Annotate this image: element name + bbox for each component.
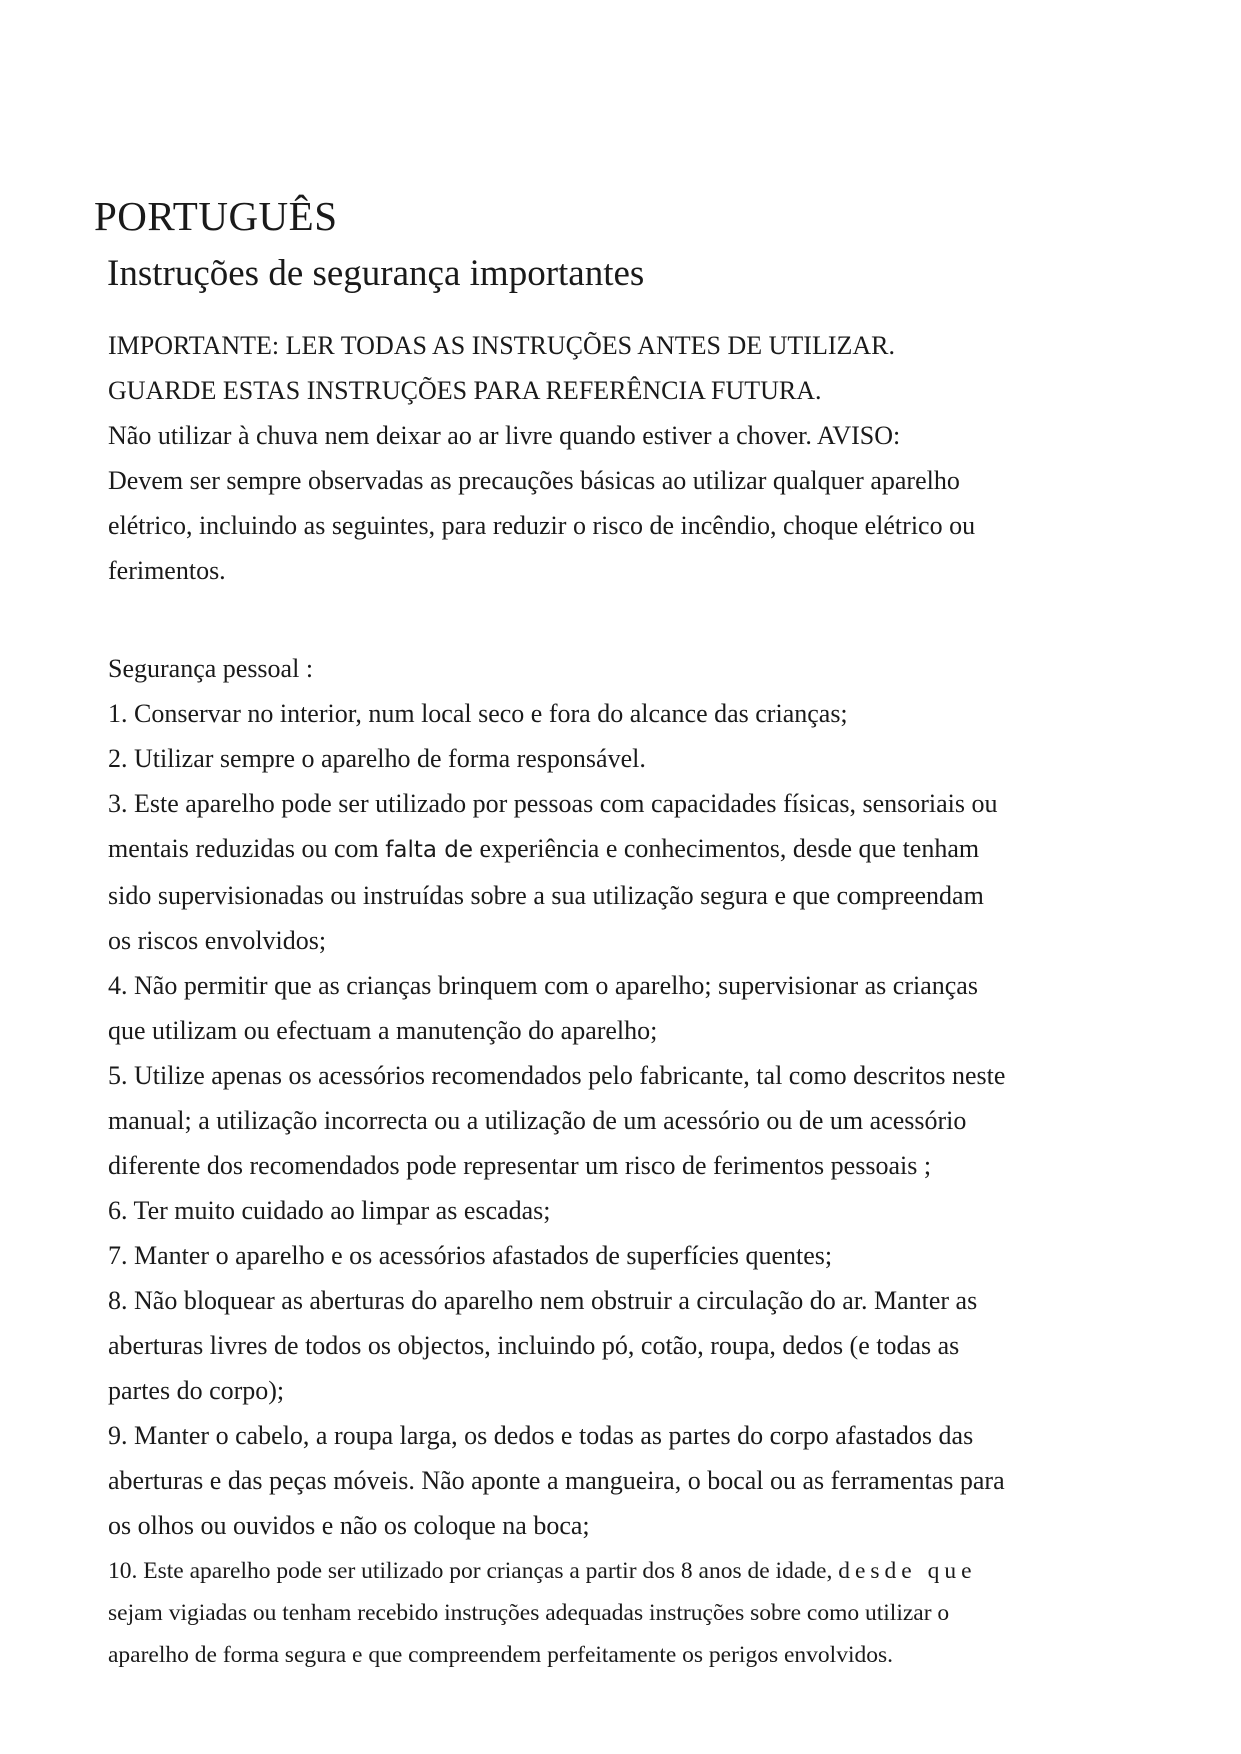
personal-safety-label: Segurança pessoal : bbox=[108, 654, 314, 683]
list-item-8: 8. Não bloquear as aberturas do aparelho nem obstruir a circulação do ar. Manter as bbox=[108, 1286, 978, 1315]
list-item-4: 4. Não permitir que as crianças brinquem com o aparelho; supervisionar as crianças bbox=[108, 971, 978, 1000]
list-item-5-line: manual; a utilização incorrecta ou a utilização de um acessório ou de um acessório bbox=[108, 1106, 967, 1135]
list-item-10 bbox=[108, 1550, 1148, 1676]
section-heading: Instruções de segurança importantes bbox=[107, 253, 645, 294]
text-run-sans: falta de bbox=[385, 837, 474, 863]
list-item-3-line bbox=[108, 826, 1148, 873]
list-item-4-line: que utilizam ou efectuam a manutenção do aparelho; bbox=[108, 1016, 658, 1045]
intro-line: Não utilizar à chuva nem deixar ao ar livre quando estiver a chover. AVISO: bbox=[108, 421, 901, 450]
language-heading: PORTUGUÊS bbox=[94, 193, 338, 239]
list-item-9-line: os olhos ou ouvidos e não os coloque na boca; bbox=[108, 1511, 590, 1540]
list-item-3-line: sido supervisionadas ou instruídas sobre a sua utilização segura e que compreendam bbox=[108, 881, 984, 910]
list-item-1: 1. Conservar no interior, num local seco e fora do alcance das crianças; bbox=[108, 699, 848, 728]
list-item-6: 6. Ter muito cuidado ao limpar as escadas; bbox=[108, 1196, 551, 1225]
list-item-10-line bbox=[108, 1550, 1148, 1592]
list-item-3: 3. Este aparelho pode ser utilizado por pessoas com capacidades físicas, sensoriais ou bbox=[108, 789, 998, 818]
text-run: 10. Este aparelho pode ser utilizado por crianças a partir dos 8 anos de idade, bbox=[108, 1558, 839, 1584]
intro-line: Devem ser sempre observadas as precauções básicas ao utilizar qualquer aparelho bbox=[108, 466, 960, 495]
list-item-3-line: os riscos envolvidos; bbox=[108, 926, 327, 955]
list-item-5: 5. Utilize apenas os acessórios recomendados pelo fabricante, tal como descritos neste bbox=[108, 1061, 1006, 1090]
list-item-9: 9. Manter o cabelo, a roupa larga, os dedos e todas as partes do corpo afastados das bbox=[108, 1421, 974, 1450]
text-run-spaced: desde que bbox=[838, 1558, 977, 1584]
list-item-8-line: partes do corpo); bbox=[108, 1376, 285, 1405]
intro-line: ferimentos. bbox=[108, 556, 226, 585]
list-item-10-line: sejam vigiadas ou tenham recebido instruções adequadas instruções sobre como utilizar o bbox=[108, 1600, 950, 1626]
intro-line: IMPORTANTE: LER TODAS AS INSTRUÇÕES ANTES DE UTILIZAR. bbox=[108, 331, 895, 360]
text-run: experiência e conhecimentos, desde que tenham bbox=[473, 834, 980, 863]
list-item-8-line: aberturas livres de todos os objectos, incluindo pó, cotão, roupa, dedos (e todas as bbox=[108, 1331, 960, 1360]
text-run: mentais reduzidas ou com bbox=[108, 834, 386, 863]
paragraph-spacer bbox=[108, 593, 1148, 646]
safety-instructions-body bbox=[108, 323, 1148, 1676]
intro-line: elétrico, incluindo as seguintes, para reduzir o risco de incêndio, choque elétrico ou bbox=[108, 511, 976, 540]
list-item-5-line: diferente dos recomendados pode representar um risco de ferimentos pessoais ; bbox=[108, 1151, 932, 1180]
intro-line: GUARDE ESTAS INSTRUÇÕES PARA REFERÊNCIA FUTURA. bbox=[108, 376, 822, 405]
list-item-7: 7. Manter o aparelho e os acessórios afastados de superfícies quentes; bbox=[108, 1241, 833, 1270]
list-item-10-line: aparelho de forma segura e que compreendem perfeitamente os perigos envolvidos. bbox=[108, 1642, 893, 1668]
list-item-2: 2. Utilizar sempre o aparelho de forma responsável. bbox=[108, 744, 646, 773]
list-item-9-line: aberturas e das peças móveis. Não aponte a mangueira, o bocal ou as ferramentas para bbox=[108, 1466, 1005, 1495]
